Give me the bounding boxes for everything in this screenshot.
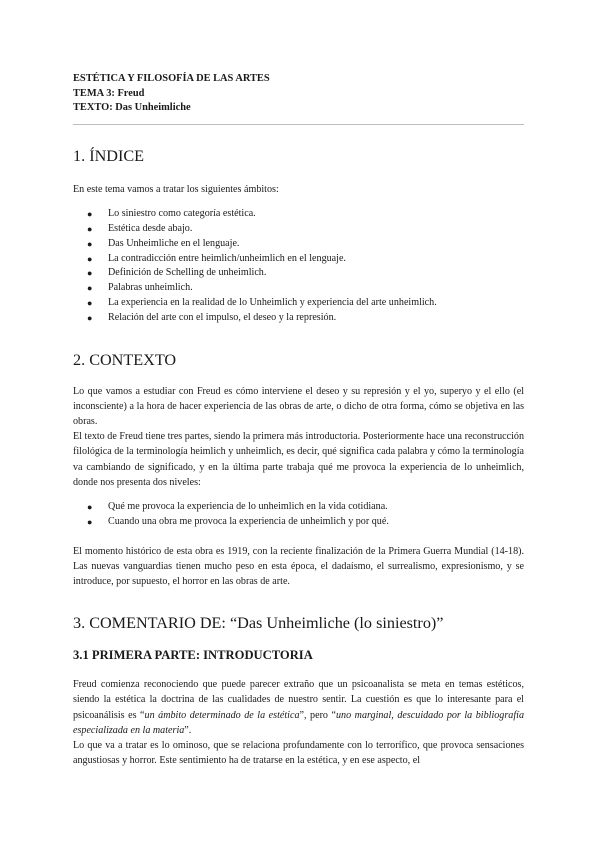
list-item: ● Lo siniestro como categoría estética. (73, 207, 524, 222)
list-item: ● Definición de Schelling de unheimlich. (73, 266, 524, 281)
context-heading: 2. CONTEXTO (73, 350, 177, 369)
bullet-icon: ● (87, 297, 93, 308)
list-item: ● Qué me provoca la experiencia de lo unheimlich en la vida cotidiana. (73, 500, 524, 515)
levels-list (73, 500, 524, 530)
quote-1: un ámbito determinado de la estética (144, 709, 300, 721)
bullet-icon: ● (87, 238, 93, 249)
context-paragraph-1: Lo que vamos a estudiar con Freud es cómo interviene el deseo y su represión y el yo, superyo y el ello (el inconsciente) a la hora de hacer experiencia de las obras de arte, o dicho de otra forma, cómo se objetiva en las obras. (73, 385, 524, 427)
bullet-icon: ● (87, 283, 93, 294)
list-item: ● Palabras unheimlich. (73, 281, 524, 296)
commentary-heading: 3. COMENTARIO DE: “Das Unheimliche (lo siniestro)” (73, 614, 444, 633)
index-heading: 1. ÍNDICE (73, 147, 145, 165)
topic-title: TEMA 3: Freud (73, 87, 145, 99)
document-body (73, 146, 524, 768)
commentary-paragraph-2: Lo que va a tratar es lo ominoso, que se relaciona profundamente con lo terrorífico, que provoca sensaciones angustiosas y horror. Este sentimiento ha de tratarse en la estética, y en ese aspecto, el (73, 740, 524, 767)
bullet-icon: ● (87, 516, 93, 527)
text-title: TEXTO: Das Unheimliche (73, 102, 191, 113)
index-intro: En este tema vamos a tratar los siguientes ámbitos: (73, 184, 279, 195)
course-title: ESTÉTICA Y FILOSOFÍA DE LAS ARTES (73, 73, 270, 84)
context-paragraph-3: El momento histórico de esta obra es 1919, con la reciente finalización de la Primera Guerra Mundial (14-18). Las nuevas vanguardias tienen mucho peso en esta época, el dadaísmo, el surrealismo, expresionismo, y se introduce, por supuesto, el horror en las obras de arte. (73, 545, 524, 587)
bullet-icon: ● (87, 209, 93, 220)
list-item: ● Cuando una obra me provoca la experiencia de unheimlich y por qué. (73, 515, 524, 530)
list-item: ● Das Unheimliche en el lenguaje. (73, 237, 524, 252)
context-paragraph-2: El texto de Freud tiene tres partes, siendo la primera más introductoria. Posteriormente hace una reconstrucción filológica de la terminología heimlich y unheimlich, es decir, qué significa cada palabra y cómo la terminología va cambiando de significado, y en la última parte trabaja qué me provoca la experiencia de lo unheimlich, donde nos presenta dos niveles: (73, 431, 524, 488)
header-divider (73, 124, 524, 125)
list-item: ● Estética desde abajo. (73, 222, 524, 237)
bullet-icon: ● (87, 224, 93, 234)
bullet-icon: ● (87, 312, 93, 323)
bullet-icon: ● (87, 253, 93, 264)
commentary-paragraph-1: Freud comienza reconociendo que puede parecer extraño que un psicoanalista se meta en temas estéticos, siendo la estética la doctrina de las cualidades de nuestro sentir. La cuestión es que lo interesante para el psicoanálisis es “un ámbito determinado de la estética”, pero “uno marginal, descuidado por la bibliografía especializada en la materia”. (73, 679, 524, 736)
document-header (73, 72, 270, 116)
subsection-heading: 3.1 PRIMERA PARTE: INTRODUCTORIA (73, 648, 313, 663)
list-item: ● La experiencia en la realidad de lo Unheimlich y experiencia del arte unheimlich. (73, 296, 524, 311)
quote-2: uno marginal, descuidado por la bibliografía especializada en la materia (73, 709, 524, 736)
list-item: ● La contradicción entre heimlich/unheimlich en el lenguaje. (73, 252, 524, 267)
bullet-icon: ● (87, 268, 93, 279)
index-list (73, 207, 524, 325)
list-item: ● Relación del arte con el impulso, el deseo y la represión. (73, 311, 524, 326)
bullet-icon: ● (87, 502, 93, 512)
